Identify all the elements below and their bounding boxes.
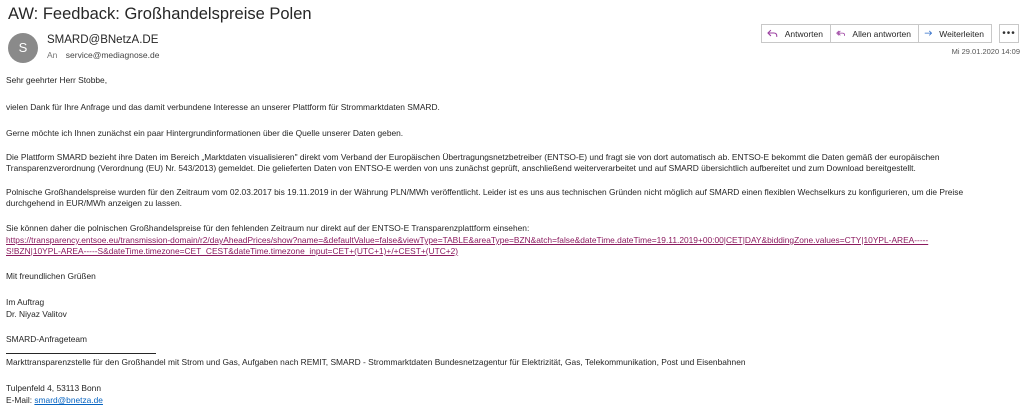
reply-button[interactable] [761,24,831,43]
body-paragraph: Sie können daher die polnischen Großhandelspreise für den fehlenden Zeitraum nur direkt auf der ENTSO-E Transparenzplattform einsehen: [6,223,530,233]
signature-name: Dr. Niyaz Valitov [6,309,67,319]
signature-im-auftrag: Im Auftrag [6,297,45,307]
received-date: Mi 29.01.2020 14:09 [951,47,1020,56]
body-paragraph: Gerne möchte ich Ihnen zunächst ein paar Hintergrundinformationen über die Quelle unserer Daten geben. [6,128,404,138]
reply-all-icon [836,29,845,38]
reply-all-label: Allen antworten [852,28,911,39]
signature-address: Tulpenfeld 4, 53113 Bonn [6,383,101,393]
body-paragraph: Transparenzverordnung (Verordnung (EU) Nr. 543/2013) gemeldet. Die gelieferten Daten von ENTSO-E werden von uns zunächst geprüft, anschließend weiterverarbeitet und auf SMARD übersichtlich aufbereitet und zum Download bereitgestellt. [6,163,916,173]
email-subject: AW: Feedback: Großhandelspreise Polen [8,5,312,23]
reply-icon [767,29,778,38]
body-paragraph: Polnische Großhandelspreise wurden für den Zeitraum vom 02.03.2017 bis 19.11.2019 in der Währung PLN/MWh veröffentlicht. Leider ist es uns aus technischen Gründen nicht möglich auf SMARD einen flexiblen Wechselkurs zu konfigurieren, um die Preise [6,187,964,197]
avatar[interactable]: S [8,33,38,63]
entsoe-link[interactable]: https://transparency.entsoe.eu/transmission-domain/r2/dayAheadPrices/show?name=&defaultValue=false&viewType=TABLE&areaType=BZN&atch=false&dateTime.dateTime=19.11.2019+00:00|CET|DAY&biddingZone.values=CTY|10YPL-AREA----- [6,235,929,245]
recipient-address[interactable]: service@mediagnose.de [65,50,160,60]
body-paragraph: Die Plattform SMARD bezieht ihre Daten im Bereich „Marktdaten visualisieren" direkt vom Verband der Europäischen Übertragungsnetzbetreiber (ENTSO-E) und fragt sie von dort automatisch ab. ENTSO-E bekommt die Daten gemäß der europäischen [6,152,940,162]
forward-button[interactable] [918,24,992,43]
sender-name[interactable]: SMARD@BNetzA.DE [47,34,159,46]
closing: Mit freundlichen Grüßen [6,271,96,281]
reply-all-button[interactable] [830,24,919,43]
to-label: An [47,50,58,60]
body-paragraph: vielen Dank für Ihre Anfrage und das damit verbundene Interesse an unserer Plattform für Strommarktdaten SMARD. [6,102,440,112]
signature-team: SMARD-Anfrageteam [6,334,87,344]
action-bar [761,24,991,43]
signature-divider [6,353,156,354]
signature-organization: Markttransparenzstelle für den Großhandel mit Strom und Gas, Aufgaben nach REMIT, SMARD - Strommarktdaten Bundesnetzagentur für Elektrizität, Gas, Telekommunikation, Post und Eisenbahnen [6,357,746,367]
forward-icon [924,29,932,38]
forward-label: Weiterleiten [939,28,984,39]
recipient-row [47,50,159,60]
entsoe-link-continued[interactable]: S!BZN|10YPL-AREA-----S&dateTime.timezone=CET_CEST&dateTime.timezone_input=CET+(UTC+1)+/+CEST+(UTC+2) [6,246,459,256]
signature-email-row [6,395,103,406]
greeting: Sehr geehrter Herr Stobbe, [6,75,108,85]
more-actions-button[interactable] [999,24,1019,43]
body-paragraph: durchgehend in EUR/MWh anzeigen zu lassen. [6,198,182,208]
more-icon: ••• [1002,27,1016,39]
reply-label: Antworten [784,28,823,39]
email-label: E-Mail: [6,395,35,405]
smard-email-link[interactable]: smard@bnetza.de [34,395,103,405]
